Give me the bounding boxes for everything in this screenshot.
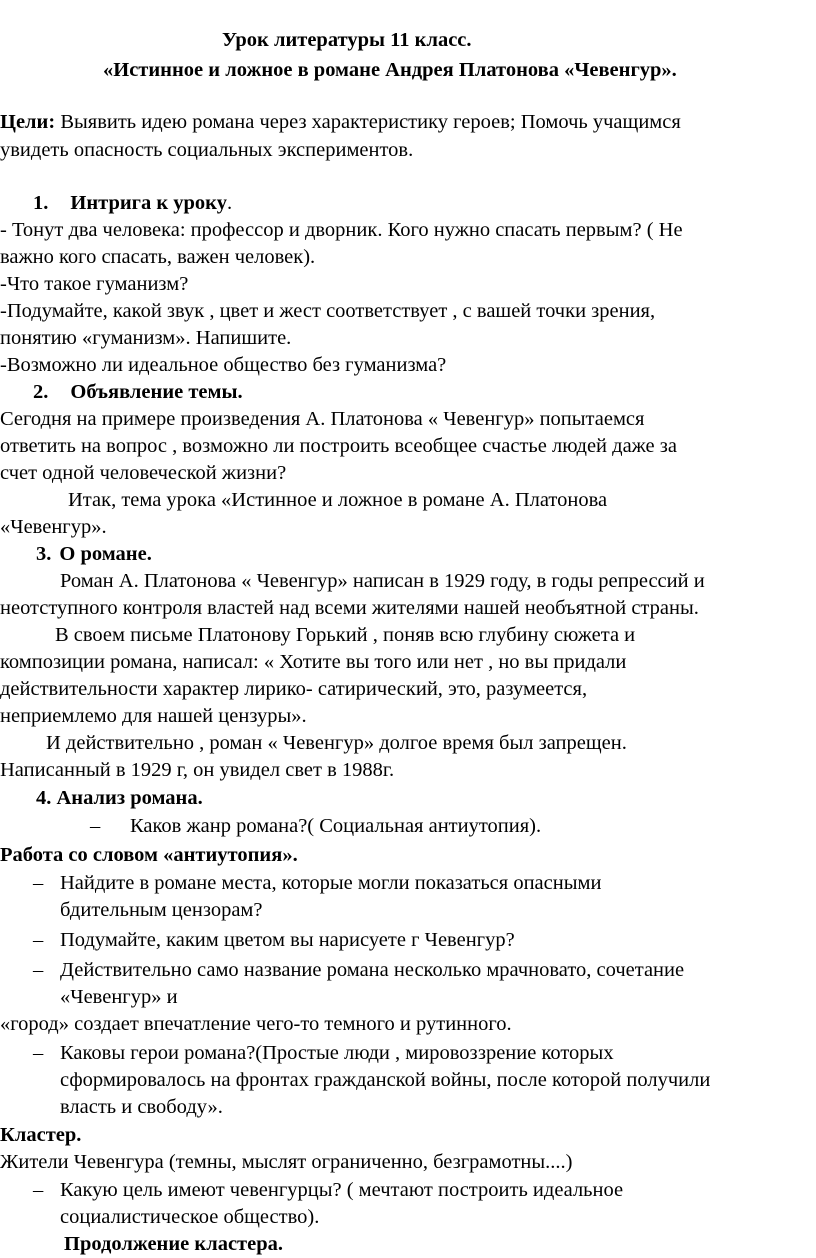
section-3-line: действительности характер лирико- сатирический, это, разумеется, [0, 678, 588, 700]
goals-line-1 [0, 108, 681, 136]
section-1-number: 1. [33, 192, 49, 214]
section-2-heading [33, 378, 243, 406]
section-2-line: счет одной человеческой жизни? [0, 462, 287, 484]
section-4-heading: 4. Анализ романа. [36, 787, 203, 809]
section-2-title: Объявление темы. [70, 381, 243, 403]
cluster-residents: Жители Чевенгура (темны, мыслят ограниченно, безграмотны....) [0, 1151, 573, 1173]
section-1-line: -Возможно ли идеальное общество без гуманизма? [0, 354, 447, 376]
section-3-line: неприемлемо для нашей цензуры». [0, 705, 307, 727]
section-3-line: неотступного контроля властей над всеми жителями нашей необъятной страны. [0, 597, 699, 619]
bullet-4-line-2: сформировалось на фронтах гражданской войны, после которой получили [60, 1069, 711, 1091]
bullet-3-line-2: «Чевенгур» и [60, 986, 178, 1008]
section-1-line: понятию «гуманизм». Напишите. [0, 327, 292, 349]
section-3-line: В своем письме Платонову Горький , поняв всю глубину сюжета и [55, 624, 636, 646]
goals-label: Цели: [0, 111, 56, 133]
bullet-1-line-2: бдительным цензорам? [60, 899, 263, 921]
section-3-line: Написанный в 1929 г, он увидел свет в 1988г. [0, 759, 395, 781]
goals-text-1: Выявить идею романа через характеристику героев; Помочь учащимся [55, 111, 681, 133]
section-2-line: «Чевенгур». [0, 516, 107, 538]
section-2-number: 2. [33, 381, 49, 403]
title-line-2: «Истинное и ложное в романе Андрея Платонова «Чевенгур». [103, 59, 677, 81]
city-line: «город» создает впечатление чего-то темного и рутинного. [0, 1013, 512, 1035]
section-3-line: Роман А. Платонова « Чевенгур» написан в 1929 году, в годы репрессий и [60, 570, 705, 592]
bullet-4-line-3: власть и свободу». [60, 1096, 223, 1118]
dash-bullet: – [33, 959, 44, 981]
cluster-continuation: Продолжение кластера. [64, 1233, 284, 1255]
section-3-number: 3. [36, 543, 52, 565]
section-1-title-end: . [226, 192, 233, 214]
bullet-3-line-1: Действительно само название романа несколько мрачновато, сочетание [60, 959, 685, 981]
cluster-bullet-line-1: Какую цель имеют чевенгурцы? ( мечтают построить идеальное [60, 1179, 624, 1201]
section-1-line: важно кого спасать, важен человек). [0, 246, 316, 268]
section-2-line: Сегодня на примере произведения А. Платонова « Чевенгур» попытаемся [0, 408, 645, 430]
cluster-bullet-line-2: социалистическое общество). [60, 1206, 320, 1228]
section-1-title: Интрига к уроку [70, 192, 227, 214]
section-3-title: О романе. [59, 543, 152, 565]
bullet-1-line-1: Найдите в романе места, которые могли показаться опасными [60, 872, 602, 894]
section-1-line: -Что такое гуманизм? [0, 273, 189, 295]
dash-bullet: – [33, 1042, 44, 1064]
section-3-line: И действительно , роман « Чевенгур» долгое время был запрещен. [46, 732, 627, 754]
bullet-4-line-1: Каковы герои романа?(Простые люди , мировоззрение которых [60, 1042, 614, 1064]
dash-bullet: – [33, 929, 44, 951]
title-line-1: Урок литературы 11 класс. [222, 29, 472, 51]
section-2-line: Итак, тема урока «Истинное и ложное в романе А. Платонова [68, 489, 608, 511]
bullet-2: Подумайте, каким цветом вы нарисуете г Чевенгур? [60, 929, 515, 951]
cluster-heading: Кластер. [0, 1124, 82, 1146]
section-1-heading [33, 189, 232, 217]
word-work-heading: Работа со словом «антиутопия». [0, 844, 298, 866]
dash-bullet: – [90, 815, 101, 837]
dash-bullet: – [33, 872, 44, 894]
section-3-heading [36, 540, 152, 568]
goals-line-2: увидеть опасность социальных экспериментов. [0, 139, 414, 161]
section-3-line: композиции романа, написал: « Хотите вы того или нет , но вы придали [0, 651, 627, 673]
dash-bullet: – [33, 1179, 44, 1201]
genre-question: Каков жанр романа?( Социальная антиутопия). [130, 815, 542, 837]
section-1-line: -Подумайте, какой звук , цвет и жест соответствует , с вашей точки зрения, [0, 300, 656, 322]
section-2-line: ответить на вопрос , возможно ли построить всеобщее счастье людей даже за [0, 435, 677, 457]
section-1-line: - Тонут два человека: профессор и дворник. Кого нужно спасать первым? ( Не [0, 219, 683, 241]
